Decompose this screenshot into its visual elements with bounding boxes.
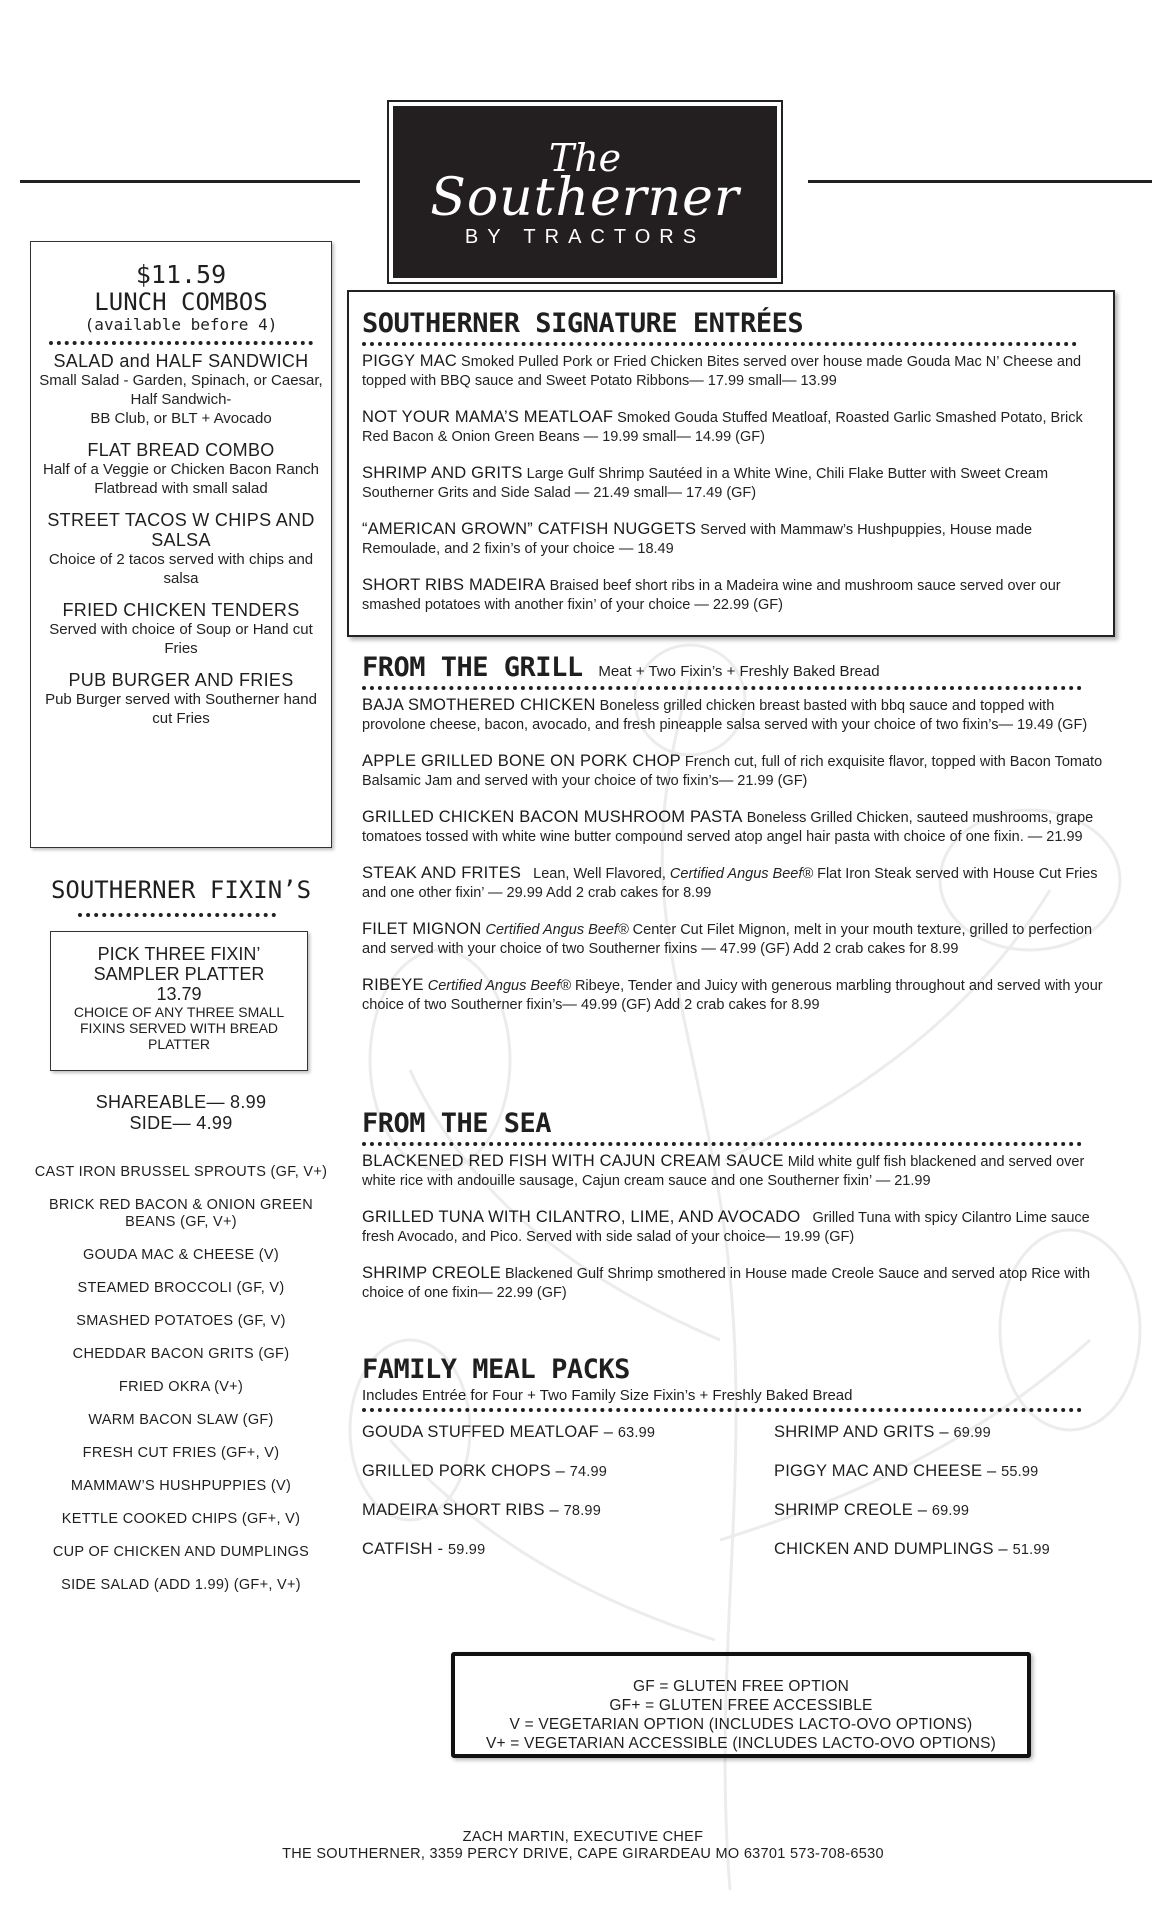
lunch-item-desc: Small Salad - Garden, Spinach, or Caesar, <box>39 372 323 389</box>
menu-entry <box>362 752 1112 791</box>
entry-desc: Large Gulf Shrimp Sautéed in a White Wine, Chili Flake Butter with Sweet Cream Southerner Grits and Side Salad — 21.49 small— 17.49 (GF) <box>362 466 1049 501</box>
entry-name: SHRIMP CREOLE <box>362 1264 501 1282</box>
entry-desc: Smoked Pulled Pork or Fried Chicken Bites served over house made Gouda Mac N’ Cheese and topped with BBQ sauce and Sweet Potato Ribbons— 17.99 small— 13.99 <box>362 354 1082 389</box>
lunch-item <box>39 510 323 588</box>
sea-title: FROM THE SEA <box>362 1108 552 1139</box>
logo-byline: BY TRACTORS <box>464 226 706 248</box>
family-subtitle: Includes Entrée for Four + Two Family Size Fixin’s + Freshly Baked Bread <box>362 1387 853 1404</box>
pack-name: SHRIMP CREOLE – <box>774 1501 928 1519</box>
fixin-prices <box>30 1092 332 1134</box>
grill-heading <box>362 652 1112 683</box>
grill-title: FROM THE GRILL <box>362 652 583 683</box>
lunch-subtitle: (available before 4) <box>84 315 278 334</box>
fixin-item: WARM BACON SLAW (GF) <box>88 1412 274 1428</box>
dotted-divider <box>362 342 1077 346</box>
lunch-item-desc: Served with choice of Soup or Hand cut Fries <box>49 621 313 657</box>
pack-price: 51.99 <box>1012 1542 1050 1558</box>
fixin-item: GOUDA MAC & CHEESE (V) <box>83 1247 279 1263</box>
entry-name: BLACKENED RED FISH WITH CAJUN CREAM SAUCE <box>362 1152 784 1170</box>
legend-line: V+ = VEGETARIAN ACCESSIBLE (INCLUDES LACTO-OVO OPTIONS) <box>486 1735 996 1752</box>
entry-name: PIGGY MAC <box>362 352 458 370</box>
fixin-item: FRESH CUT FRIES (GF+, V) <box>82 1445 280 1461</box>
entry-desc <box>362 978 1103 1013</box>
pack-name: PIGGY MAC AND CHEESE – <box>774 1462 997 1480</box>
sampler-line2: SAMPLER PLATTER <box>93 964 265 984</box>
entry-name: APPLE GRILLED BONE ON PORK CHOP <box>362 752 681 770</box>
entry-desc-a: Lean, Well Flavored, <box>533 866 666 882</box>
menu-entry <box>362 864 1112 903</box>
entry-name: SHRIMP AND GRITS <box>362 464 523 482</box>
dotted-divider <box>78 913 276 917</box>
entry-name: GRILLED TUNA WITH CILANTRO, LIME, AND AVOCADO <box>362 1208 801 1226</box>
pack-name: GRILLED PORK CHOPS – <box>362 1462 565 1480</box>
fixin-item: SIDE SALAD (ADD 1.99) (GF+, V+) <box>61 1577 301 1593</box>
lunch-item <box>39 670 323 728</box>
lunch-item-name: PUB BURGER AND FRIES <box>68 670 294 690</box>
menu-entry <box>362 696 1112 735</box>
fixin-item: CAST IRON BRUSSEL SPROUTS (GF, V+) <box>34 1164 328 1180</box>
family-pack <box>774 1500 1094 1521</box>
menu-entry <box>362 976 1112 1015</box>
signature-title: SOUTHERNER SIGNATURE ENTRÉES <box>362 308 804 339</box>
entry-name: SHORT RIBS MADEIRA <box>362 576 546 594</box>
legend-line: GF+ = GLUTEN FREE ACCESSIBLE <box>609 1697 873 1714</box>
fixin-item: KETTLE COOKED CHIPS (GF+, V) <box>61 1511 301 1527</box>
sampler-price: 13.79 <box>156 984 202 1004</box>
family-pack <box>362 1461 774 1482</box>
fixin-item: SMASHED POTATOES (GF, V) <box>76 1313 286 1329</box>
lunch-item-name: FLAT BREAD COMBO <box>87 440 275 460</box>
pack-price: 69.99 <box>953 1425 991 1441</box>
entry-desc: Boneless Grilled Chicken, sauteed mushrooms, grape tomatoes tossed with white wine butter compound served atop angel hair pasta with choice of one fixin. — 21.99 <box>362 810 1094 845</box>
family-pack <box>774 1422 1094 1443</box>
fixin-item: BRICK RED BACON & ONION GREEN BEANS (GF, V+) <box>48 1197 314 1230</box>
entry-name: GRILLED CHICKEN BACON MUSHROOM PASTA <box>362 808 743 826</box>
sea-section <box>362 1108 1112 1320</box>
grill-section <box>362 652 1112 1032</box>
entry-name: NOT YOUR MAMA’S MEATLOAF <box>362 408 614 426</box>
family-pack <box>774 1461 1094 1482</box>
dotted-divider <box>362 1408 1082 1412</box>
family-pack <box>362 1422 774 1443</box>
entry-desc: Mild white gulf fish blackened and served over white rice with andouille sausage, Cajun cream sauce and one Southerner fixin’ — 21.99 <box>362 1154 1085 1189</box>
menu-entry <box>362 576 1107 615</box>
lunch-item <box>39 440 323 498</box>
family-title: FAMILY MEAL PACKS <box>362 1354 630 1385</box>
fixin-item: STEAMED BROCCOLI (GF, V) <box>77 1280 285 1296</box>
lunch-price: $11.59 <box>135 260 227 289</box>
header-rule-left <box>20 180 360 183</box>
header-rule-right <box>808 180 1152 183</box>
family-pack <box>774 1539 1094 1560</box>
pack-price: 63.99 <box>617 1425 656 1441</box>
brand-name: Certified Angus Beef® <box>669 866 814 882</box>
logo-the: The <box>548 136 622 180</box>
entry-name: STEAK AND FRITES <box>362 864 522 882</box>
entry-name: FILET MIGNON <box>362 920 482 938</box>
dotted-divider <box>362 686 1082 690</box>
menu-entry <box>362 920 1112 959</box>
entry-desc: French cut, full of rich exquisite flavor, topped with Bacon Tomato Balsamic Jam and served with your choice of two fixin’s— 21.99 (GF) <box>362 754 1103 789</box>
entry-name: RIBEYE <box>362 976 424 994</box>
sampler-desc: CHOICE OF ANY THREE SMALL FIXINS SERVED WITH BREAD PLATTER <box>73 1004 285 1052</box>
entry-desc: Served with Mammaw’s Hushpuppies, House made Remoulade, and 2 fixin’s of your choice — 18.49 <box>362 522 1033 557</box>
lunch-item <box>39 600 323 658</box>
fixins-title: SOUTHERNER FIXIN’S <box>50 876 312 904</box>
menu-entry <box>362 520 1107 559</box>
entry-desc: Smoked Gouda Stuffed Meatloaf, Roasted Garlic Smashed Potato, Brick Red Bacon & Onion Green Beans — 19.99 small— 14.99 (GF) <box>362 410 1083 445</box>
menu-entry <box>362 808 1112 847</box>
pack-name: GOUDA STUFFED MEATLOAF – <box>362 1423 614 1441</box>
fixin-item: MAMMAW’S HUSHPUPPIES (V) <box>70 1478 292 1494</box>
shareable-price: SHAREABLE— 8.99 <box>95 1092 267 1112</box>
sampler-platter-box <box>50 931 308 1071</box>
side-price: SIDE— 4.99 <box>129 1113 233 1133</box>
entry-desc: Grilled Tuna with spicy Cilantro Lime sauce fresh Avocado, and Pico. Served with side salad of your choice— 19.99 (GF) <box>362 1210 1090 1245</box>
logo-name: Southerner <box>430 168 740 228</box>
entry-desc: Braised beef short ribs in a Madeira wine and mushroom sauce served over our smashed potatoes with another fixin’ of your choice — 22.99 (GF) <box>362 578 1061 613</box>
menu-entry <box>362 464 1107 503</box>
pack-price: 69.99 <box>931 1503 970 1519</box>
grill-subtitle: Meat + Two Fixin’s + Freshly Baked Bread <box>598 663 880 680</box>
lunch-item-desc: BB Club, or BLT + Avocado <box>90 410 272 427</box>
entry-name: BAJA SMOTHERED CHICKEN <box>362 696 596 714</box>
sampler-line1: PICK THREE FIXIN’ <box>97 944 261 964</box>
entry-desc-b: Flat Iron Steak served with House Cut Fries and one other fixin’ — 29.99 Add 2 crab cakes for 8.99 <box>362 866 1098 901</box>
lunch-item-name: FRIED CHICKEN TENDERS <box>62 600 300 620</box>
brand-name: Certified Angus Beef® <box>485 922 629 938</box>
lunch-item-desc: Half of a Veggie or Chicken Bacon Ranch Flatbread with small salad <box>43 461 319 497</box>
footer-address: THE SOUTHERNER, 3359 PERCY DRIVE, CAPE GIRARDEAU MO 63701 573-708-6530 <box>282 1846 884 1862</box>
logo <box>387 100 783 284</box>
fixin-item: CHEDDAR BACON GRITS (GF) <box>72 1346 290 1362</box>
entry-desc-b: Center Cut Filet Mignon, melt in your mouth texture, grilled to perfection and served with your choice of two Southerner fixins — 47.99 (GF) Add 2 crab cakes for 8.99 <box>362 922 1093 957</box>
dietary-legend <box>451 1652 1031 1758</box>
dotted-divider <box>49 341 313 345</box>
pack-name: MADEIRA SHORT RIBS – <box>362 1501 559 1519</box>
family-pack <box>362 1500 774 1521</box>
menu-entry <box>362 1152 1112 1191</box>
fixins-list <box>30 1164 332 1610</box>
legend-line: GF = GLUTEN FREE OPTION <box>632 1678 850 1695</box>
brand-name: Certified Angus Beef® <box>427 978 571 994</box>
lunch-item-name: SALAD and HALF SANDWICH <box>53 351 309 371</box>
menu-entry <box>362 352 1107 391</box>
entry-desc-b: Ribeye, Tender and Juicy with generous marbling throughout and served with your choice of two Southerner fixin’s— 49.99 (GF) Add 2 crab cakes for 8.99 <box>362 978 1103 1013</box>
pack-price: 74.99 <box>569 1464 608 1480</box>
fixin-item: CUP OF CHICKEN AND DUMPLINGS <box>52 1544 310 1560</box>
entry-desc: Blackened Gulf Shrimp smothered in House made Creole Sauce and served atop Rice with choice of one fixin— 22.99 (GF) <box>362 1266 1091 1301</box>
fixin-item: FRIED OKRA (V+) <box>118 1379 244 1395</box>
entry-desc: Boneless grilled chicken breast basted with bbq sauce and topped with provolone cheese, bacon, avocado, and fresh pineapple salsa served with your choice of two fixin’s— 19.49 (GF) <box>362 698 1088 733</box>
lunch-item-desc: Choice of 2 tacos served with chips and salsa <box>48 551 314 587</box>
family-packs-grid <box>362 1422 1112 1560</box>
menu-entry <box>362 1264 1112 1303</box>
lunch-item <box>39 351 323 428</box>
pack-price: 59.99 <box>448 1542 486 1558</box>
legend-line: V = VEGETARIAN OPTION (INCLUDES LACTO-OVO OPTIONS) <box>509 1716 973 1733</box>
lunch-item-desc: Pub Burger served with Southerner hand cut Fries <box>45 691 317 727</box>
signature-section <box>362 308 1107 632</box>
lunch-item-desc: Half Sandwich- <box>130 391 232 408</box>
pack-price: 78.99 <box>563 1503 601 1519</box>
menu-entry <box>362 408 1107 447</box>
pack-name: CHICKEN AND DUMPLINGS – <box>774 1540 1008 1558</box>
footer-chef: ZACH MARTIN, EXECUTIVE CHEF <box>462 1829 704 1845</box>
pack-name: CATFISH - <box>362 1540 444 1558</box>
dotted-divider <box>362 1142 1082 1146</box>
menu-entry <box>362 1208 1112 1247</box>
entry-name: “AMERICAN GROWN” CATFISH NUGGETS <box>362 520 697 538</box>
pack-name: SHRIMP AND GRITS – <box>774 1423 949 1441</box>
family-pack <box>362 1539 774 1560</box>
lunch-title: LUNCH COMBOS <box>94 288 268 316</box>
logo-panel <box>393 106 777 278</box>
family-section <box>362 1354 1112 1560</box>
lunch-combos-box <box>30 241 332 848</box>
pack-price: 55.99 <box>1001 1464 1039 1480</box>
lunch-item-name: STREET TACOS W CHIPS AND SALSA <box>47 510 315 550</box>
